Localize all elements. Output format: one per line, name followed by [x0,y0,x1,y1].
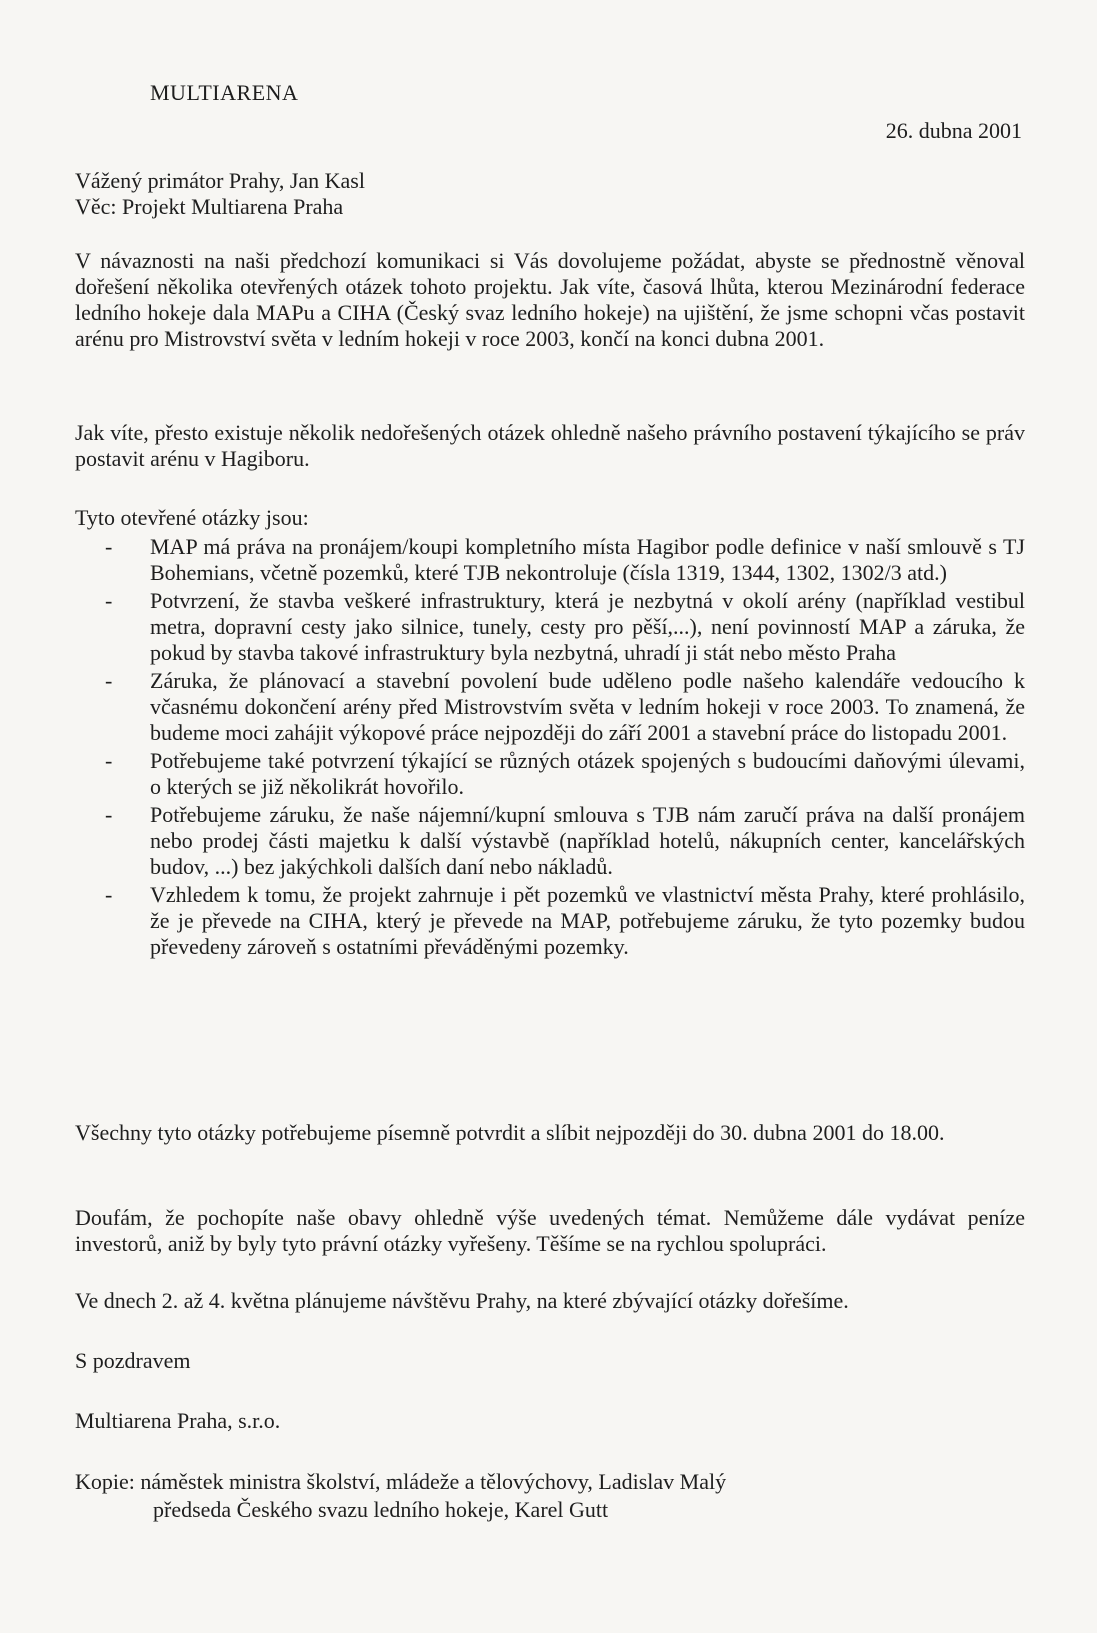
signature-company: Multiarena Praha, s.r.o. [75,1408,281,1433]
letter-date: 26. dubna 2001 [885,118,1022,143]
paragraph-5-text: Ve dnech 2. až 4. května plánujeme návštěvu Prahy, na které zbývající otázky dořešíme. [75,1288,849,1313]
dash-bullet: - [105,534,113,559]
paragraph-2-text: Jak víte, přesto existuje několik nedořešených otázek ohledně našeho právního postavení týkajícího se práv postavit arénu v Hagiboru. [75,420,1025,471]
intro-paragraph [75,248,1025,352]
copies-line-2: předseda Českého svazu ledního hokeje, Karel Gutt [153,1497,609,1522]
list-item [75,748,1025,800]
list-item [75,882,1025,960]
list-item [75,534,1025,586]
dash-bullet: - [105,882,113,907]
list-item [75,802,1025,880]
copies-block [75,1468,726,1524]
addressee: Vážený primátor Prahy, Jan Kasl [75,168,365,193]
issues-title: Tyto otevřené otázky jsou: [75,505,309,530]
paragraph-legal-status [75,420,1025,472]
paragraph-3-text: Všechny tyto otázky potřebujeme písemně potvrdit a slíbit nejpozději do 30. dubna 2001 do 18.00. [75,1120,945,1145]
paragraph-4-text: Doufám, že pochopíte naše obavy ohledně výše uvedených témat. Nemůžeme dále vydávat peníze investorů, aniž by byly tyto právní otázky vyřešeny. Těšíme se na rychlou spolupráci. [75,1205,1025,1256]
list-item [75,668,1025,746]
dash-bullet: - [105,588,113,613]
addressee-block [75,168,365,220]
issues-list [75,534,1025,962]
dash-bullet: - [105,802,113,827]
paragraph-visit [75,1288,1025,1314]
issue-text: Vzhledem k tomu, že projekt zahrnuje i pět pozemků ve vlastnictví města Prahy, které prohlásilo, že je převede na CIHA, který je převede na MAP, potřebujeme záruku, že tyto pozemky budou převedeny zároveň s ostatními převáděnými pozemky. [150,882,1025,959]
intro-text: V návaznosti na naši předchozí komunikaci si Vás dovolujeme požádat, abyste se přednostně věnoval dořešení několika otevřených otázek tohoto projektu. Jak víte, časová lhůta, kterou Mezinárodní federace ledního hokeje dala MAPu a CIHA (Český svaz ledního hokeje) na ujištění, že jsme schopni včas postavit arénu pro Mistrovství světa v ledním hokeji v roce 2003, končí na konci dubna 2001. [75,248,1025,351]
issue-text: Potvrzení, že stavba veškeré infrastruktury, která je nezbytná v okolí arény (například vestibul metra, dopravní cesty jako silnice, tunely, cesty pro pěší,...), není povinností MAP a záruka, že pokud by stavba takové infrastruktury byla nezbytná, uhradí ji stát nebo město Praha [150,588,1025,665]
paragraph-concerns [75,1205,1025,1257]
issue-text: Potřebujeme záruku, že naše nájemní/kupní smlouva s TJB nám zaručí práva na další pronájem nebo prodej části majetku k další výstavbě (například hotelů, nákupních center, kancelářských budov, ...) bez jakýchkoli dalších daní nebo nákladů. [150,802,1025,879]
issue-text: MAP má práva na pronájem/koupi kompletního místa Hagibor podle definice v naší smlouvě s TJ Bohemians, včetně pozemků, které TJB nekontroluje (čísla 1319, 1344, 1302, 1302/3 atd.) [150,534,1025,585]
list-item [75,588,1025,666]
issue-text: Záruka, že plánovací a stavební povolení bude uděleno podle našeho kalendáře vedoucího k včasnému dokončení arény před Mistrovstvím světa v ledním hokeji v roce 2003. To znamená, že budeme moci zahájit výkopové práce nejpozději do září 2001 a stavební práce do listopadu 2001. [150,668,1025,745]
closing-greeting: S pozdravem [75,1348,191,1373]
sender-name: MULTIARENA [150,80,299,105]
paragraph-deadline [75,1120,1025,1146]
issue-text: Potřebujeme také potvrzení týkající se různých otázek spojených s budoucími daňovými úlevami, o kterých se již několikrát hovořilo. [150,748,1025,799]
dash-bullet: - [105,748,113,773]
dash-bullet: - [105,668,113,693]
subject-line: Věc: Projekt Multiarena Praha [75,194,344,219]
copies-line-1: Kopie: náměstek ministra školství, mládeže a tělovýchovy, Ladislav Malý [75,1469,727,1494]
